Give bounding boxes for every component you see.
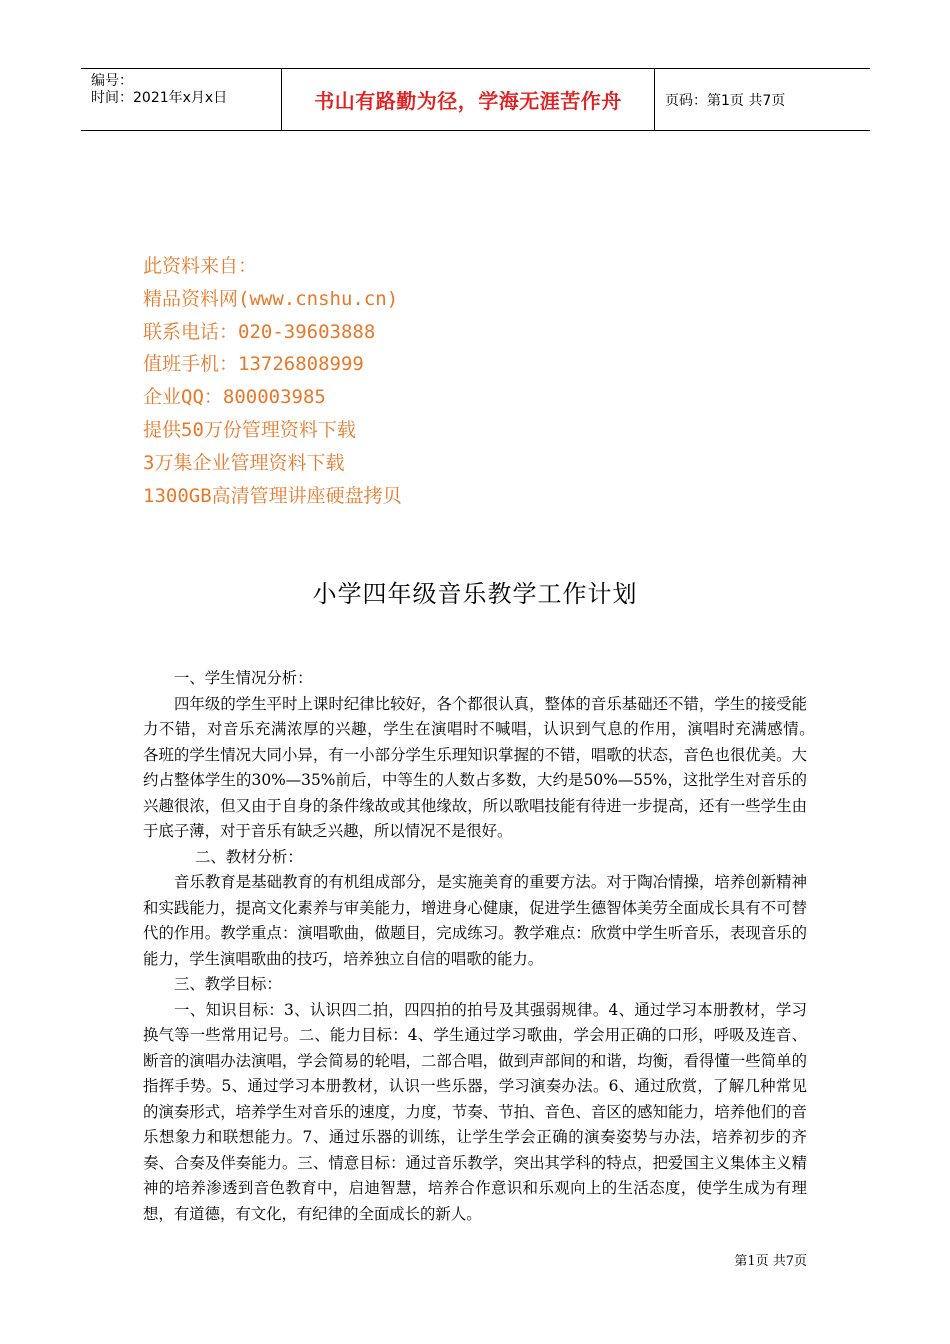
- header-page-info: 页码：第1页 共7页: [665, 92, 786, 109]
- section-heading: 二、教材分析：: [195, 847, 303, 866]
- section-paragraph: 音乐教育是基础教育的有机组成部分，是实施美育的重要方法。对于陶冶情操，培养创新精神和实践能力，提高文化素养与审美能力，增进身心健康，促进学生德智体美劳全面成长具有不可替代的作用。教学重点：演唱歌曲，做题目，完成练习。教学难点：欣赏中学生听音乐，表现音乐的能力，学生演唱歌曲的技巧，培养独立自信的唱歌的能力。: [143, 873, 807, 968]
- source-line: 此资料来自：: [143, 255, 258, 277]
- header-motto-cell: [282, 69, 655, 130]
- document-body: [143, 666, 823, 1227]
- header-motto: 书山有路勤为径，学海无涯苦作舟: [314, 89, 622, 113]
- page-header: [81, 68, 870, 131]
- page-footer: 第1页 共7页: [734, 1254, 807, 1269]
- source-line: 精品资料网(www.cnshu.cn): [143, 287, 399, 310]
- section-heading: 三、教学目标：: [174, 975, 282, 993]
- source-info-block: [143, 250, 402, 512]
- document-title: 小学四年级音乐教学工作计划: [312, 580, 638, 608]
- section-paragraph: 一、知识目标：3、认识四二拍，四四拍的拍号及其强弱规律。4、通过学习本册教材，学习换气等一些常用记号。二、能力目标：4、学生通过学习歌曲，学会用正确的口形，呼吸及连音、断音的演唱办法演唱，学会简易的轮唱，二部合唱，做到声部间的和谐，均衡，看得懂一些简单的指挥手势。5、通过学习本册教材，认识一些乐器，学习演奏办法。6、通过欣赏，了解几种常见的演奏形式，培养学生对音乐的速度，力度，节奏、节拍、音色、音区的感知能力，培养他们的音乐想象力和联想能力。7、通过乐器的训练，让学生学会正确的演奏姿势与办法，培养初步的齐奏、合奏及伴奏能力。三、情意目标：通过音乐教学，突出其学科的特点，把爱国主义集体主义精神的培养渗透到音色教育中，启迪智慧，培养合作意识和乐观向上的生活态度，使学生成为有理想，有道德，有文化，有纪律的全面成长的新人。: [143, 1000, 807, 1223]
- section-heading: 一、学生情况分析：: [174, 669, 313, 687]
- source-line: 联系电话：020-39603888: [143, 320, 376, 343]
- source-line: 提供50万份管理资料下载: [143, 418, 356, 441]
- source-line: 值班手机：13726808999: [143, 353, 364, 376]
- source-line: 企业QQ：800003985: [143, 386, 326, 409]
- serial-label: 编号：: [91, 73, 133, 89]
- source-line: 3万集企业管理资料下载: [143, 451, 345, 474]
- source-line: 1300GB高清管理讲座硬盘拷贝: [143, 484, 402, 507]
- section-paragraph: 四年级的学生平时上课时纪律比较好，各个都很认真，整体的音乐基础还不错，学生的接受能力不错，对音乐充满浓厚的兴趣，学生在演唱时不喊唱，认识到气息的作用，演唱时充满感情。 各班的学生情况大同小异，有一小部分学生乐理知识掌握的不错，唱歌的状态，音色也很优美。大约占整体学生的30%—35%前后，中等生的人数占多数，大约是50%—55%，这批学生对音乐的兴趣很浓，但又由于自身的条件缘故或其他缘故，所以歌唱技能有待进一步提高，还有一些学生由于底子薄，对于音乐有缺乏兴趣，所以情况不是很好。: [143, 694, 823, 840]
- header-meta: [81, 69, 282, 130]
- date-line: 时间：2021年x月x日: [91, 90, 228, 106]
- header-page-cell: [655, 69, 870, 130]
